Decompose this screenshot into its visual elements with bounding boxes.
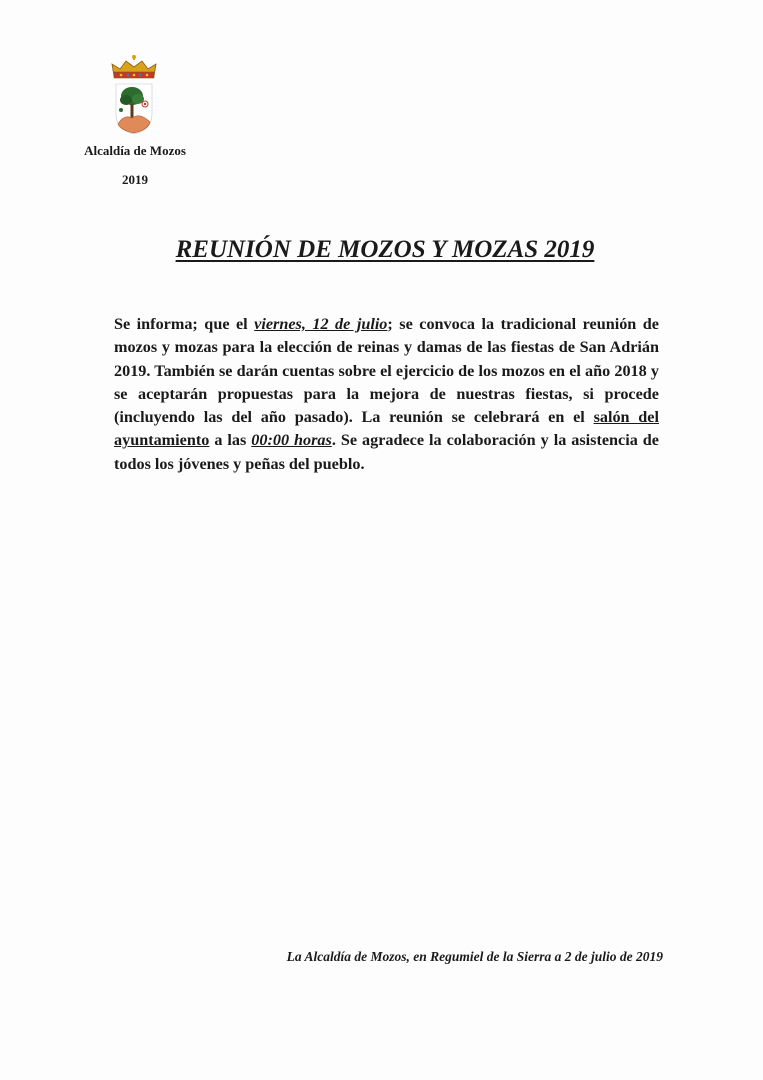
shield-icon <box>116 84 152 134</box>
organization-name: Alcaldía de Mozos <box>84 143 186 158</box>
meeting-place: salón del ayuntamiento <box>114 408 659 450</box>
header-year: 2019 <box>122 172 148 187</box>
signature-line: La Alcaldía de Mozos, en Regumiel de la Sierra a 2 de julio de 2019 <box>286 949 663 964</box>
document-title-text: REUNIÓN DE MOZOS Y MOZAS 2019 <box>175 236 595 263</box>
crown-icon <box>112 55 156 78</box>
coat-of-arms-icon <box>108 52 160 136</box>
document-title <box>100 236 670 264</box>
body-text-intro: Se informa; que el <box>114 315 255 333</box>
body-text-closing: . Se agradece la colaboración y la asistencia de todos los jóvenes y peñas del pueblo. <box>114 431 659 473</box>
body-text-time-prefix: a las <box>209 431 252 450</box>
body-text-main: ; se convoca la tradicional reunión de mozos y mozas para la elección de reinas y damas de las fiestas de San Adrián 2019. También se darán cuentas sobre el ejercicio de los mozos en el año 2018 y se aceptarán propuestas para la mejora de nuestras fiestas, si procede (incluyendo las del año pasado). La reunión se celebrará en el <box>114 315 659 427</box>
announcement-body <box>114 313 659 476</box>
meeting-time: 00:00 horas <box>251 431 332 450</box>
meeting-date: viernes, 12 de julio <box>254 315 388 333</box>
